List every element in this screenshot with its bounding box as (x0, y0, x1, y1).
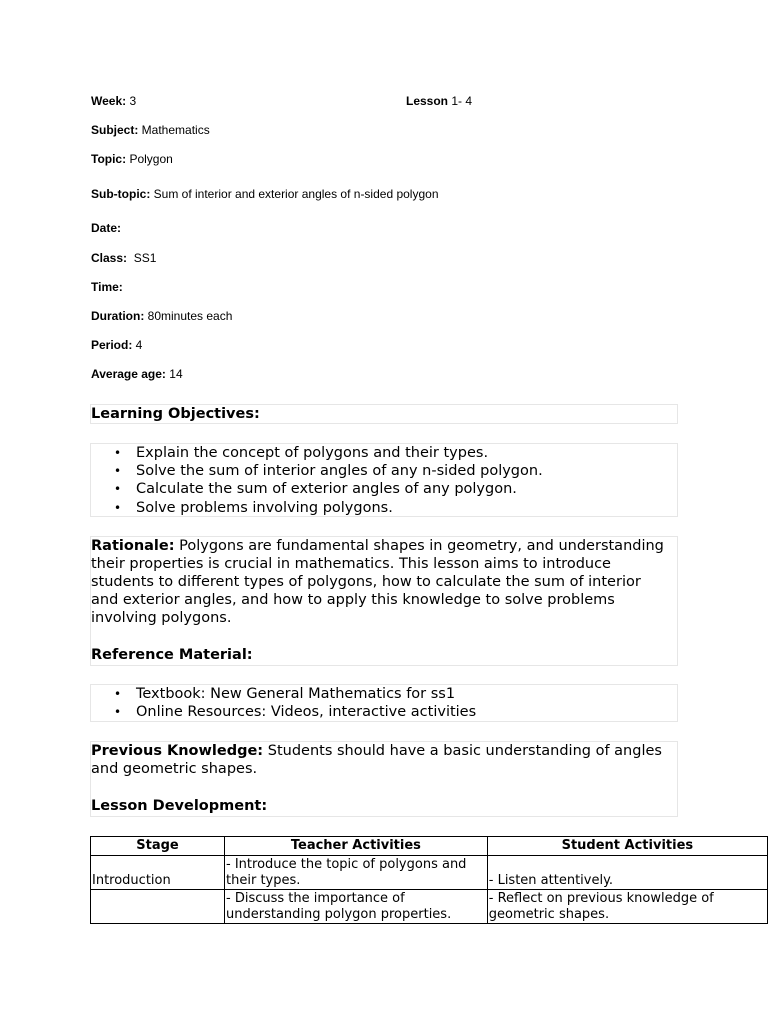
table-row (91, 890, 768, 924)
list-item: • Explain the concept of polygons and their types. (136, 444, 677, 462)
list-item: • Online Resources: Videos, interactive activities (136, 703, 677, 721)
topic-label: Topic: (91, 152, 127, 166)
reference-material-list-box (90, 684, 678, 722)
subject-value: Mathematics (138, 123, 210, 137)
rationale-paragraph (91, 537, 671, 627)
subject-label: Subject: (91, 123, 139, 137)
student-activities-cell: - Reflect on previous knowledge of geometric shapes. (487, 890, 767, 924)
duration-line (91, 309, 232, 323)
list-item: • Textbook: New General Mathematics for ss1 (136, 685, 677, 703)
time-label: Time: (91, 280, 123, 294)
column-header-teacher-activities: Teacher Activities (225, 837, 488, 856)
column-header-stage: Stage (91, 837, 225, 856)
previous-knowledge-label: Previous Knowledge: (91, 743, 264, 759)
learning-objectives-list-box (90, 443, 678, 517)
date-line (91, 221, 121, 235)
previous-knowledge-text: Students should have a basic understanding of angles and geometric shapes. (91, 743, 662, 777)
list-item: • Solve the sum of interior angles of any n-sided polygon. (136, 462, 677, 480)
period-label: Period: (91, 338, 133, 352)
subtopic-label: Sub-topic: (91, 187, 151, 201)
teacher-activities-cell: - Introduce the topic of polygons and their types. (225, 856, 488, 890)
lesson-value: 1- 4 (448, 94, 473, 108)
previous-knowledge-paragraph (91, 742, 671, 778)
topic-line (91, 152, 173, 166)
rationale-box (90, 536, 678, 666)
class-label: Class: (91, 251, 128, 265)
week-label: Week: (91, 94, 127, 108)
list-item: • Solve problems involving polygons. (136, 499, 677, 517)
class-line (91, 251, 156, 265)
learning-objectives-heading: Learning Objectives: (91, 406, 260, 422)
reference-material-heading: Reference Material: (91, 647, 253, 663)
learning-objectives-box (90, 404, 678, 424)
table-row (91, 856, 768, 890)
lesson-development-table (90, 836, 768, 924)
average-age-line (91, 367, 183, 381)
reference-material-list (91, 685, 677, 721)
date-label: Date: (91, 221, 122, 235)
subtopic-value: Sum of interior and exterior angles of n-sided polygon (150, 187, 439, 201)
lesson-development-heading: Lesson Development: (91, 798, 268, 814)
average-age-value: 14 (165, 367, 183, 381)
subject-line (91, 123, 210, 137)
week-value: 3 (126, 94, 137, 108)
rationale-label: Rationale: (91, 538, 175, 554)
previous-knowledge-box (90, 741, 678, 817)
period-value: 4 (132, 338, 143, 352)
average-age-label: Average age: (91, 367, 166, 381)
subtopic-line (91, 187, 439, 201)
table-header-row (91, 837, 768, 856)
teacher-activities-cell: - Discuss the importance of understanding polygon properties. (225, 890, 488, 924)
class-value: SS1 (127, 251, 157, 265)
stage-cell (91, 890, 225, 924)
lesson-line (406, 94, 472, 108)
duration-value: 80minutes each (144, 309, 233, 323)
learning-objectives-list (91, 444, 677, 517)
column-header-student-activities: Student Activities (487, 837, 767, 856)
duration-label: Duration: (91, 309, 145, 323)
period-line (91, 338, 142, 352)
rationale-text: Polygons are fundamental shapes in geometry, and understanding their properties is crucial in mathematics. This lesson aims to introduce students to different types of polygons, how to calculate the sum of interior and exterior angles, and how to apply this knowledge to solve problems involving polygons. (91, 538, 664, 626)
time-line (91, 280, 123, 294)
list-item: • Calculate the sum of exterior angles of any polygon. (136, 480, 677, 498)
stage-cell: Introduction (91, 856, 225, 890)
topic-value: Polygon (126, 152, 173, 166)
student-activities-cell: - Listen attentively. (487, 856, 767, 890)
lesson-label: Lesson (406, 94, 449, 108)
week-line (91, 94, 136, 108)
